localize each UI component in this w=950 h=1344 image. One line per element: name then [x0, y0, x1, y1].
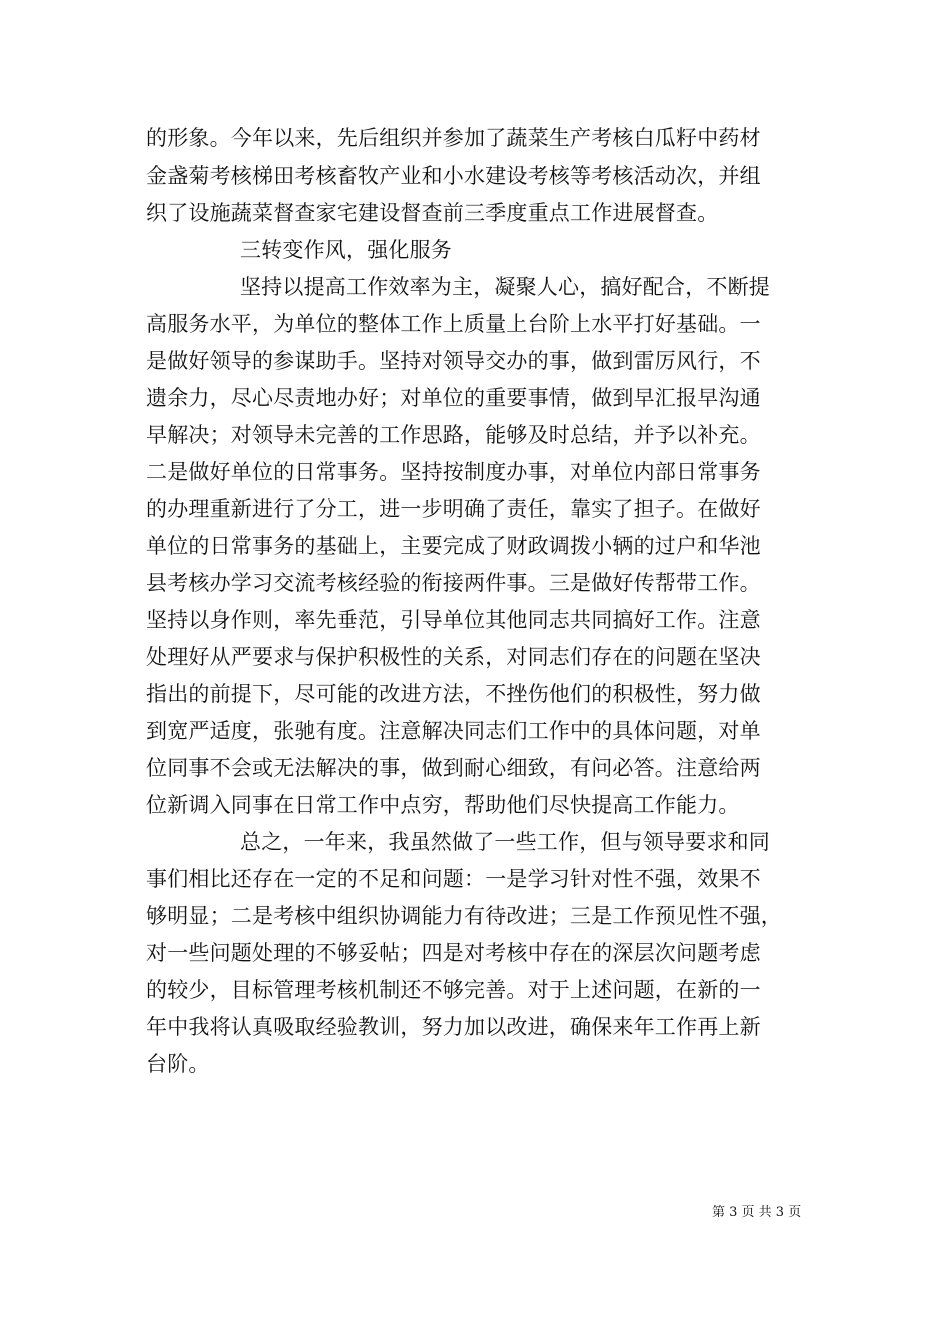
body-line: 坚持以身作则，率先垂范，引导单位其他同志共同搞好工作。注意: [146, 608, 761, 632]
body-line: 遗余力，尽心尽责地办好；对单位的重要事情，做到早汇报早沟通: [146, 386, 761, 410]
body-line: 对一些问题处理的不够妥帖；四是对考核中存在的深层次问题考虑: [146, 941, 761, 965]
body-line: 总之，一年来，我虽然做了一些工作，但与领导要求和同: [240, 830, 770, 854]
body-line: 位同事不会或无法解决的事，做到耐心细致，有问必答。注意给两: [146, 756, 761, 780]
body-line: 高服务水平，为单位的整体工作上质量上台阶上水平打好基础。一: [146, 312, 761, 336]
body-line: 的较少，目标管理考核机制还不够完善。对于上述问题，在新的一: [146, 978, 761, 1002]
section-heading: 三转变作风，强化服务: [240, 238, 452, 262]
body-line: 指出的前提下，尽可能的改进方法，不挫伤他们的积极性，努力做: [146, 682, 761, 706]
body-line: 早解决；对领导未完善的工作思路，能够及时总结，并予以补充。: [146, 423, 761, 447]
body-line: 的办理重新进行了分工，进一步明确了责任，靠实了担子。在做好: [146, 497, 761, 521]
body-line: 台阶。: [146, 1052, 210, 1076]
body-line: 金盏菊考核梯田考核畜牧产业和小水建设考核等考核活动次，并组: [146, 164, 761, 188]
body-line: 织了设施蔬菜督查家宅建设督查前三季度重点工作进展督查。: [146, 201, 719, 225]
body-line: 位新调入同事在日常工作中点穷，帮助他们尽快提高工作能力。: [146, 793, 740, 817]
body-line: 单位的日常事务的基础上，主要完成了财政调拨小辆的过户和华池: [146, 534, 761, 558]
body-line: 是做好领导的参谋助手。坚持对领导交办的事，做到雷厉风行，不: [146, 349, 761, 373]
body-line: 事们相比还存在一定的不足和问题：一是学习针对性不强，效果不: [146, 867, 761, 891]
body-line: 坚持以提高工作效率为主，凝聚人心，搞好配合，不断提: [240, 275, 770, 299]
body-line: 二是做好单位的日常事务。坚持按制度办事，对单位内部日常事务: [146, 460, 761, 484]
body-line: 年中我将认真吸取经验教训，努力加以改进，确保来年工作再上新: [146, 1015, 761, 1039]
body-line: 够明显；二是考核中组织协调能力有待改进；三是工作预见性不强，: [146, 904, 782, 928]
page-number: 第 3 页 共 3 页: [712, 1205, 802, 1220]
body-line: 的形象。今年以来，先后组织并参加了蔬菜生产考核白瓜籽中药材: [146, 126, 761, 150]
body-line: 县考核办学习交流考核经验的衔接两件事。三是做好传帮带工作。: [146, 571, 761, 595]
body-line: 处理好从严要求与保护积极性的关系，对同志们存在的问题在坚决: [146, 645, 761, 669]
body-line: 到宽严适度，张驰有度。注意解决同志们工作中的具体问题，对单: [146, 719, 761, 743]
